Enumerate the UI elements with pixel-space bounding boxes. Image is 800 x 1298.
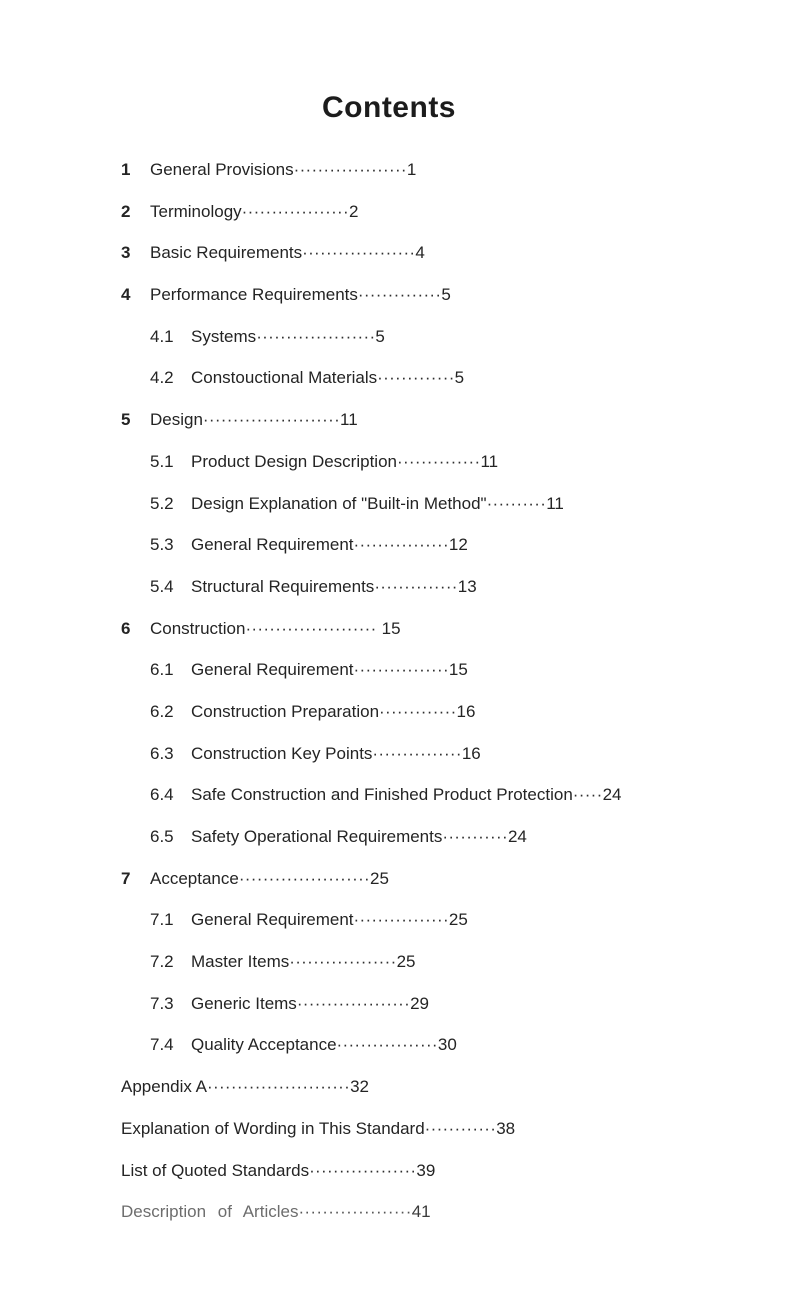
toc-entry-number: 5.3 — [150, 535, 174, 555]
toc-entry-number: 6.2 — [150, 701, 174, 721]
toc-entry-label: Construction Key Points — [191, 743, 373, 763]
toc-leader-dots: ······················ — [238, 868, 370, 888]
toc-entry-label: Terminology — [150, 201, 242, 221]
toc-entry-label: Acceptance — [150, 868, 239, 888]
toc-entry — [121, 286, 800, 304]
toc-entry — [121, 703, 800, 721]
toc-entry — [121, 578, 800, 596]
toc-entry — [121, 995, 800, 1013]
toc-entry-label: General Requirement — [191, 910, 354, 930]
toc-entry — [121, 828, 800, 846]
toc-entry-page: 38 — [496, 1118, 516, 1138]
toc-entry-number: 7.2 — [150, 952, 174, 972]
toc-entry-page: 5 — [441, 285, 451, 305]
toc-entry-page: 39 — [416, 1160, 436, 1180]
toc-entry — [121, 453, 800, 471]
toc-entry-label: Quality Acceptance — [191, 1035, 337, 1055]
toc-leader-dots: ··················· — [298, 1202, 412, 1222]
toc-leader-dots: ·············· — [374, 576, 458, 596]
toc-entry-label: Design — [150, 410, 203, 430]
toc-entry — [121, 369, 800, 387]
toc-leader-dots: ············ — [424, 1118, 497, 1138]
toc-entry-label: Performance Requirements — [150, 285, 358, 305]
toc-entry — [121, 911, 800, 929]
toc-leader-dots: ············· — [377, 368, 455, 388]
toc-entry-page: 29 — [410, 993, 429, 1013]
toc-entry-label: Appendix A — [121, 1077, 208, 1097]
toc-entry-number: 6.3 — [150, 743, 174, 763]
toc-entry-number: 5 — [121, 410, 131, 430]
toc-entry — [121, 661, 800, 679]
toc-entry-number: 2 — [121, 201, 131, 221]
toc-entry-label: Structural Requirements — [191, 576, 375, 596]
toc-entry-page: 13 — [457, 576, 477, 596]
toc-leader-dots: ······················· — [202, 410, 341, 430]
toc-entry-page: 11 — [480, 451, 499, 471]
toc-entry-label: Construction Preparation — [191, 701, 380, 721]
toc-leader-dots: ····· — [572, 785, 603, 805]
toc-leader-dots: ······················ — [245, 618, 382, 638]
toc-entry-page: 11 — [340, 410, 358, 430]
toc-entry-page: 24 — [602, 785, 622, 805]
toc-entry-label: Constouctional Materials — [191, 368, 378, 388]
toc-entry — [121, 1120, 800, 1138]
toc-entry-page: 5 — [454, 368, 465, 388]
toc-leader-dots: ················ — [353, 535, 449, 555]
toc-entry-label: Explanation of Wording in This Standard — [121, 1118, 425, 1138]
toc-leader-dots: ················· — [336, 1035, 438, 1055]
toc-entry-label: Systems — [191, 326, 257, 346]
page-title: Contents — [322, 91, 456, 124]
toc-entry-number: 6.4 — [150, 785, 174, 805]
toc-entry-number: 4.2 — [150, 368, 174, 388]
toc-entry-label: Product Design Description — [191, 451, 397, 471]
toc-entry-page: 1 — [406, 160, 417, 179]
toc-leader-dots: ·················· — [309, 1160, 417, 1180]
toc-entry-page: 2 — [348, 201, 359, 221]
toc-entry — [121, 1078, 800, 1096]
toc-list — [121, 161, 800, 1221]
toc-entry — [121, 328, 800, 346]
toc-entry-page: 25 — [370, 868, 389, 888]
toc-leader-dots: ························ — [207, 1077, 351, 1097]
toc-entry — [121, 1036, 800, 1054]
toc-entry-page: 5 — [375, 326, 385, 346]
toc-entry — [121, 244, 800, 262]
toc-entry-number: 5.4 — [150, 576, 174, 596]
toc-entry-label: General Provisions — [150, 160, 294, 179]
toc-entry — [121, 1203, 800, 1221]
toc-entry-number: 6.1 — [150, 660, 174, 680]
toc-entry-page: 16 — [461, 743, 481, 763]
toc-entry-number: 5.2 — [150, 493, 174, 513]
toc-entry-label: Safety Operational Requirements — [191, 827, 443, 846]
toc-entry-page: 12 — [448, 535, 468, 555]
toc-entry-label: Safe Construction and Finished Product Protection — [191, 785, 573, 805]
toc-leader-dots: ················ — [353, 660, 449, 680]
toc-entry-page: 15 — [448, 660, 468, 680]
toc-entry-label: Master Items — [191, 952, 290, 972]
toc-entry-label: Construction — [150, 618, 246, 638]
toc-entry-number: 7.4 — [150, 1035, 174, 1055]
toc-entry-number: 6.5 — [150, 827, 174, 846]
toc-entry-page: 15 — [381, 618, 401, 638]
toc-entry-page: 30 — [437, 1035, 457, 1055]
toc-entry — [121, 786, 800, 804]
toc-entry-page: 41 — [411, 1202, 431, 1222]
toc-leader-dots: ·················· — [289, 952, 397, 972]
toc-entry-label: General Requirement — [191, 660, 354, 680]
toc-leader-dots: ················ — [353, 910, 449, 930]
toc-entry-label: Generic Items — [191, 993, 297, 1013]
toc-entry — [121, 745, 800, 763]
toc-leader-dots: ·················· — [241, 201, 349, 221]
toc-entry-number: 7 — [121, 868, 131, 888]
toc-entry-page: 16 — [456, 701, 476, 721]
toc-entry-page: 25 — [448, 910, 468, 930]
toc-leader-dots: ············· — [379, 701, 457, 721]
toc-leader-dots: ·············· — [357, 285, 442, 305]
toc-entry-number: 4 — [121, 285, 131, 305]
toc-entry — [121, 620, 800, 638]
toc-entry — [121, 1162, 800, 1180]
toc-entry — [121, 495, 800, 513]
toc-entry-number: 7.1 — [150, 910, 174, 930]
toc-entry-number: 1 — [121, 160, 131, 179]
toc-entry-page: 11 — [546, 493, 564, 513]
toc-entry-number: 3 — [121, 243, 131, 263]
toc-entry — [121, 203, 800, 221]
toc-leader-dots: ·············· — [396, 451, 481, 471]
toc-entry-label: Basic Requirements — [150, 243, 303, 263]
toc-leader-dots: ··················· — [302, 243, 416, 263]
toc-entry — [121, 536, 800, 554]
toc-entry-number: 4.1 — [150, 326, 174, 346]
toc-entry-label: Description of Articles — [121, 1202, 299, 1222]
toc-entry-page: 32 — [350, 1077, 370, 1097]
toc-entry-number: 6 — [121, 618, 131, 638]
toc-entry-number: 7.3 — [150, 993, 174, 1013]
toc-entry-page: 24 — [507, 827, 527, 846]
toc-leader-dots: ··················· — [296, 993, 411, 1013]
toc-entry-page: 4 — [415, 243, 425, 263]
toc-leader-dots: ··········· — [442, 827, 508, 846]
toc-entry — [121, 161, 800, 179]
toc-leader-dots: ··············· — [372, 743, 462, 763]
toc-entry — [121, 870, 800, 888]
toc-entry-label: General Requirement — [191, 535, 354, 555]
toc-leader-dots: ·········· — [486, 493, 547, 513]
toc-entry-number: 5.1 — [150, 451, 174, 471]
toc-entry-label: List of Quoted Standards — [121, 1160, 310, 1180]
toc-leader-dots: ··················· — [293, 160, 407, 179]
toc-leader-dots: ···················· — [256, 326, 376, 346]
toc-entry — [121, 953, 800, 971]
toc-entry-page: 25 — [396, 952, 416, 972]
toc-entry — [121, 411, 800, 429]
toc-entry-label: Design Explanation of "Built-in Method" — [191, 493, 487, 513]
